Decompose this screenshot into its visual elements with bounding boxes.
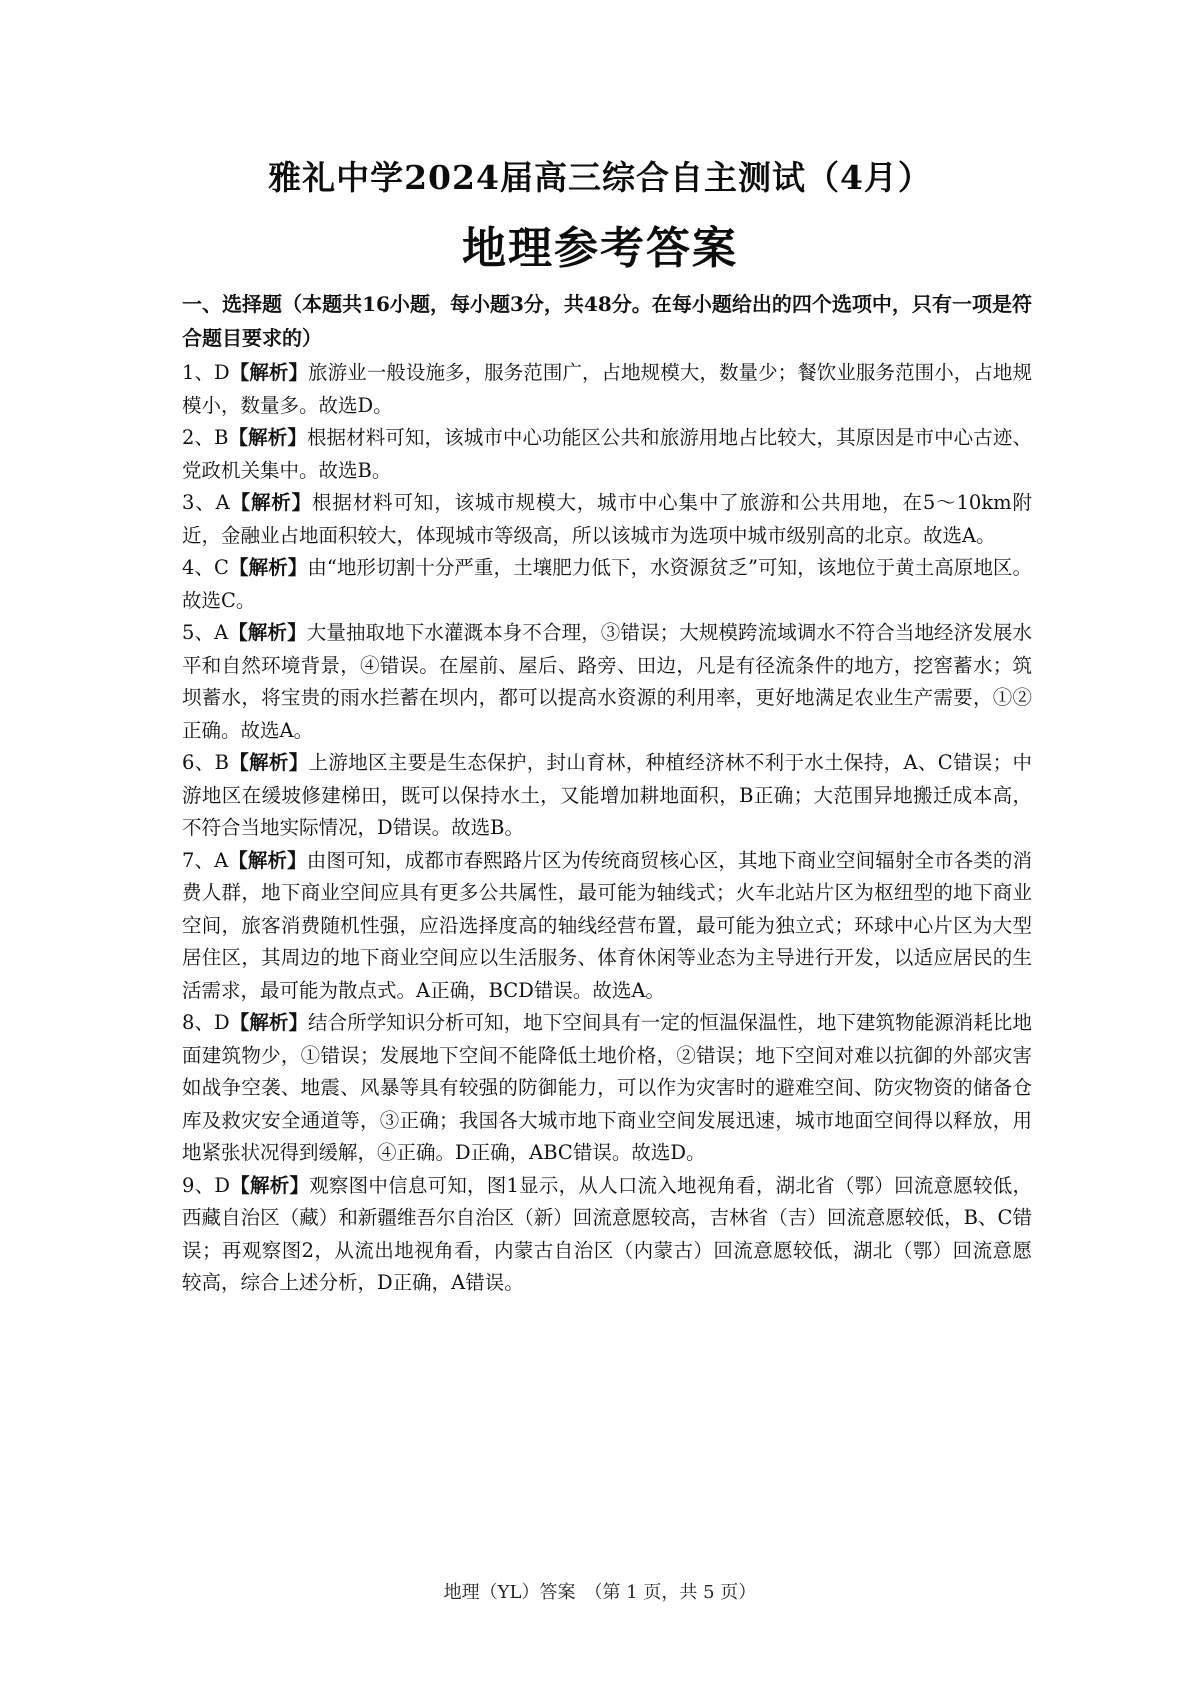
answer-text: 大量抽取地下水灌溉本身不合理，③错误；大规模跨流域调水不符合当地经济发展水平和自然环境背景，④错误。在屋前、屋后、路旁、田边，凡是有径流条件的地方，挖窖蓄水；筑坝蓄水，将宝贵的雨水拦蓄在坝内，都可以提高水资源的利用率，更好地满足农业生产需要，①②正确。故选A。 — [182, 621, 1032, 742]
exam-title: 雅礼中学2024届高三综合自主测试（4月） — [268, 158, 932, 197]
answer-text: 上游地区主要是生态保护，封山育林，种植经济林不利于水土保持，A、C错误；中游地区在缓坡修建梯田，既可以保持水土，又能增加耕地面积，B正确；大范围异地搬迁成本高，不符合当地实际情况，D错误。故选B。 — [182, 751, 1032, 839]
answer-text: 观察图中信息可知，图1显示，从人口流入地视角看，湖北省（鄂）回流意愿较低，西藏自治区（藏）和新疆维吾尔自治区（新）回流意愿较高，吉林省（吉）回流意愿较低，B、C错误；再观察图2，从流出地视角看，内蒙古自治区（内蒙古）回流意愿较低，湖北（鄂）回流意愿较高，综合上述分析，D正确，A错误。 — [182, 1173, 1032, 1294]
answer-text: 结合所学知识分析可知，地下空间具有一定的恒温保温性，地下建筑物能源消耗比地面建筑物少，①错误；发展地下空间不能降低土地价格，②错误；地下空间对难以抗御的外部灾害如战争空袭、地震、风暴等具有较强的防御能力，可以作为灾害时的避难空间、防灾物资的储备仓库及救灾安全通道等，③正确；我国各大城市地下商业空间发展迅速，城市地面空间得以释放，用地紧张状况得到缓解，④正确。D正确，ABC错误。故选D。 — [182, 1011, 1032, 1164]
analysis-tag: 【解析】 — [228, 848, 307, 872]
answer-item-7 — [182, 845, 1032, 1008]
answer-item-2 — [182, 422, 1032, 487]
section-heading: 一、选择题（本题共16小题，每小题3分，共48分。在每小题给出的四个选项中，只有一项是符合题目要求的） — [182, 292, 1032, 350]
analysis-tag: 【解析】 — [229, 361, 309, 384]
answer-item-1 — [182, 357, 1032, 422]
analysis-tag: 【解析】 — [228, 751, 309, 774]
answer-item-4 — [182, 552, 1032, 617]
answer-number: 2、B — [182, 426, 229, 449]
answer-item-9 — [182, 1170, 1032, 1300]
answer-number: 1、D — [182, 361, 230, 384]
analysis-tag: 【解析】 — [229, 1011, 309, 1034]
analysis-tag: 【解析】 — [229, 491, 313, 514]
answer-number: 9、D — [182, 1173, 231, 1197]
answer-number: 6、B — [182, 751, 229, 774]
answer-item-6 — [182, 747, 1032, 845]
answer-text: 根据材料可知，该城市中心功能区公共和旅游用地占比较大，其原因是市中心古迹、党政机关集中。故选B。 — [182, 426, 1032, 482]
answer-item-5 — [182, 617, 1032, 747]
answer-text: 由图可知，成都市春熙路片区为传统商贸核心区，其地下商业空间辐射全市各类的消费人群，地下商业空间应具有更多公共属性，最可能为轴线式；火车北站片区为枢纽型的地下商业空间，旅客消费随机性强，应沿选择度高的轴线经营布置，最可能为独立式；环球中心片区为大型居住区，其周边的地下商业空间应以生活服务、体育休闲等业态为主导进行开发，以适应居民的生活需求，最可能为散点式。A正确，BCD错误。故选A。 — [182, 848, 1032, 1002]
answer-number: 8、D — [182, 1011, 230, 1034]
answer-content — [182, 288, 1032, 1300]
answer-text: 旅游业一般设施多，服务范围广，占地规模大，数量少；餐饮业服务范围小，占地规模小，数量多。故选D。 — [182, 361, 1032, 417]
analysis-tag: 【解析】 — [230, 1173, 310, 1197]
document-subtitle: 地理参考答案 — [462, 223, 738, 274]
analysis-tag: 【解析】 — [228, 426, 307, 449]
answer-item-8 — [182, 1007, 1032, 1170]
analysis-tag: 【解析】 — [228, 621, 307, 644]
answer-item-3 — [182, 487, 1032, 552]
answer-number: 7、A — [182, 848, 229, 872]
answer-number: 5、A — [182, 621, 229, 644]
page-footer: 地理（YL）答案 （第 1 页，共 5 页） — [443, 1582, 757, 1603]
answer-text: 由“地形切割十分严重，土壤肥力低下，水资源贫乏”可知，该地位于黄土高原地区。故选C。 — [182, 556, 1032, 612]
analysis-tag: 【解析】 — [228, 556, 308, 579]
answer-text: 根据材料可知，该城市规模大，城市中心集中了旅游和公共用地，在5～10km附近，金融业占地面积较大，体现城市等级高，所以该城市为选项中城市级别高的北京。故选A。 — [182, 491, 1032, 547]
answer-number: 4、C — [182, 556, 229, 579]
answer-number: 3、A — [182, 491, 230, 514]
